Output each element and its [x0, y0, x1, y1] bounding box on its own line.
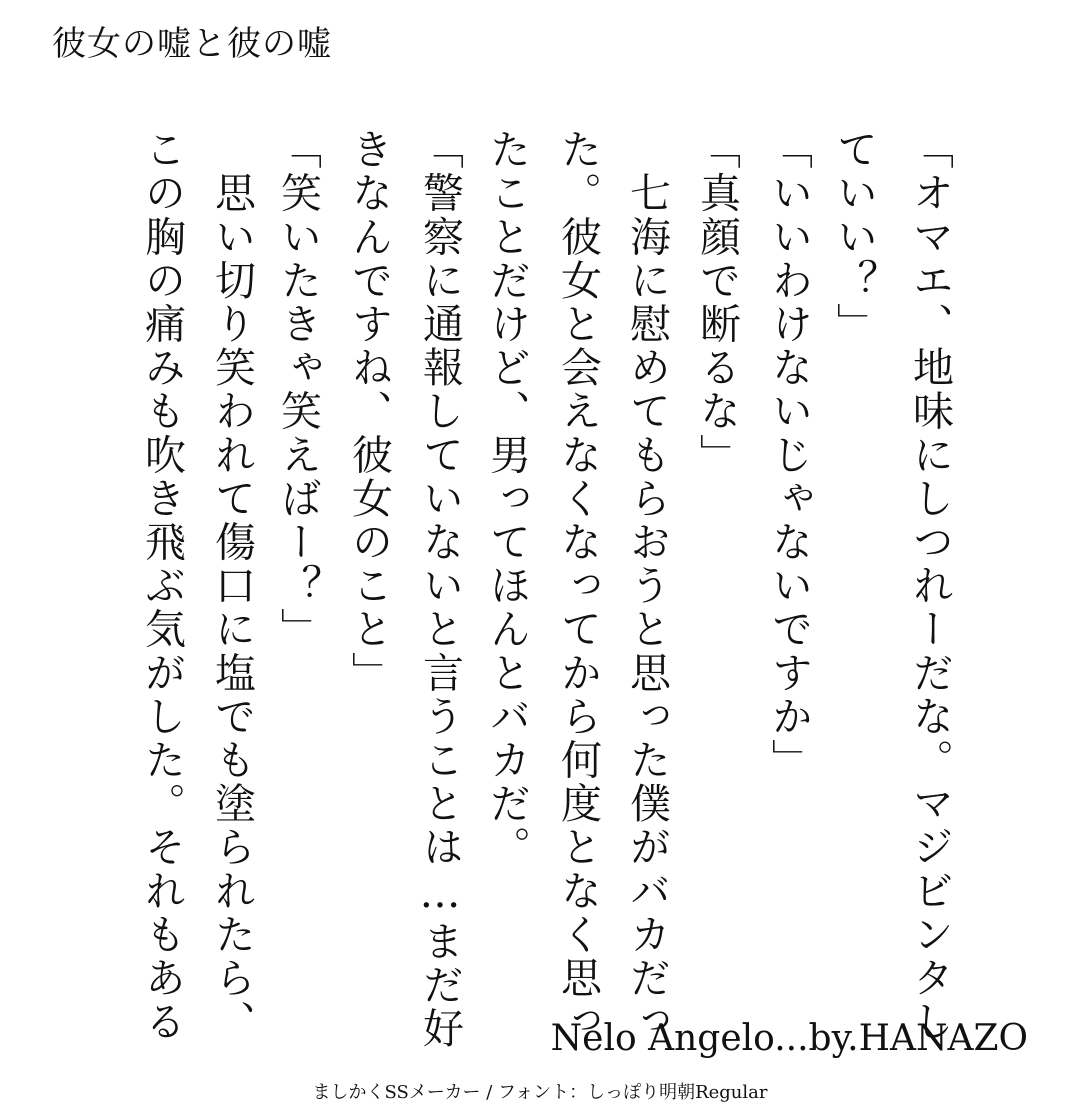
text-column-12: この胸の痛みも吹き飛ぶ気がした。それもある — [138, 128, 186, 1044]
text-column-10: 「笑いたきゃ笑えばー？」 — [274, 128, 322, 652]
text-column-2: ていい？」 — [830, 128, 878, 346]
text-column-6: た。彼女と会えなくなってから何度となく思っ — [554, 128, 602, 1044]
text-column-11: 思い切り笑われて傷口に塩でも塗られたら、 — [208, 128, 256, 1044]
text-column-5: 七海に慰めてもらおうと思った僕がバカだっ — [623, 128, 671, 1044]
text-column-7: たことだけど、男ってほんとバカだ。 — [483, 128, 531, 870]
text-column-9: きなんですね、彼女のこと」 — [345, 128, 393, 695]
text-column-8: 「警察に通報していないと言うことは…まだ好 — [416, 128, 464, 1051]
text-column-4: 「真顔で断るな」 — [693, 128, 741, 477]
page-title: 彼女の嘘と彼の嘘 — [52, 24, 332, 64]
text-column-1: 「オマエ、地味にしつれーだな。マジビンタし — [906, 128, 954, 1044]
text-column-3: 「いいわけないじゃないですか」 — [765, 128, 813, 782]
footer-credit: ましかくSSメーカー / フォント：しっぽり明朝Regular — [312, 1082, 768, 1103]
author-signature: Nelo Angelo...by.HANAZO — [550, 1018, 1028, 1059]
